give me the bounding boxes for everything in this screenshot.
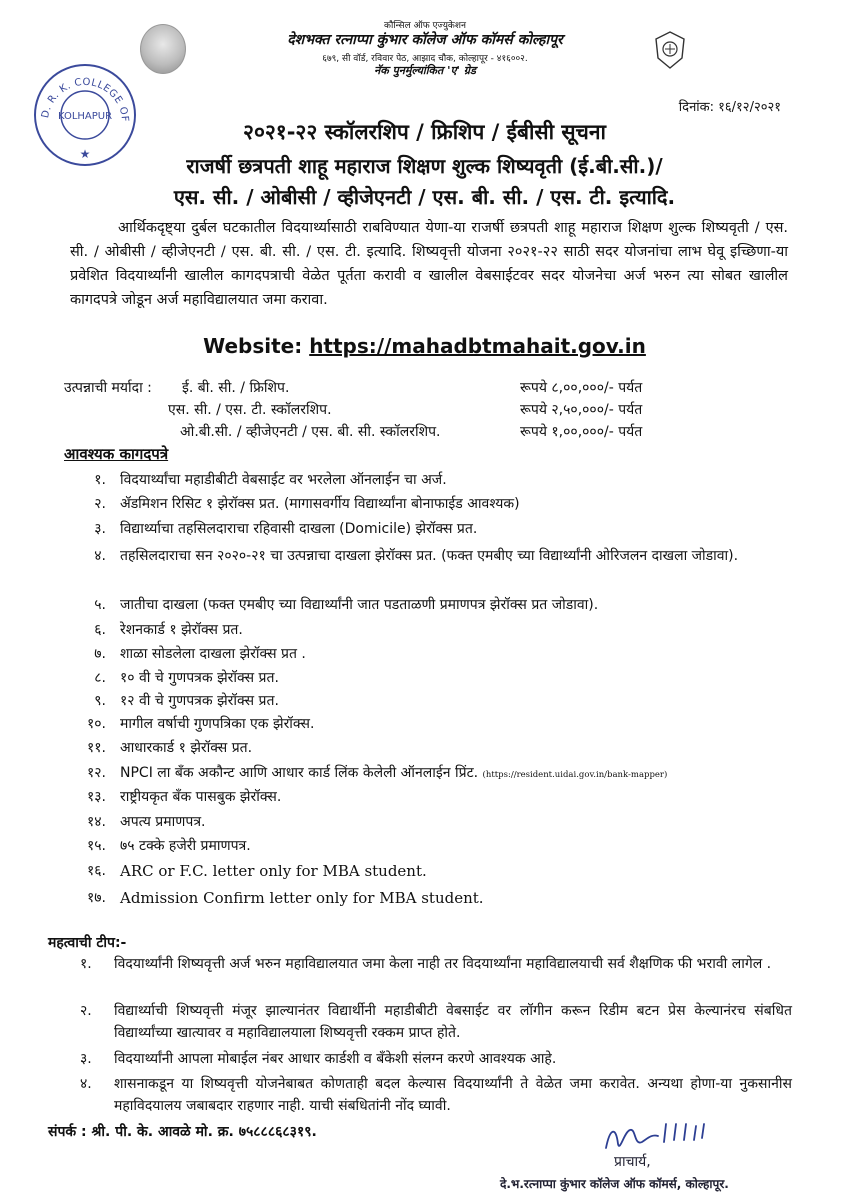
contact-line: संपर्क : श्री. पी. के. आवळे मो. क्र. ७५८८८६८३१९. xyxy=(48,1124,317,1140)
list-item: १५. ७५ टक्के हजेरी प्रमाणपत्र. xyxy=(86,838,251,854)
notice-title: २०२१-२२ स्कॉलरशिप / फ्रिशिप / ईबीसी सूचना xyxy=(243,120,606,144)
stamp-ring-text: D. R. K. COLLEGE OF xyxy=(40,76,131,123)
list-item: १०. मागील वर्षाची गुणपत्रिका एक झेरॉक्स. xyxy=(86,716,315,732)
income-scheme: एस. सी. / एस. टी. स्कॉलरशिप. xyxy=(168,402,332,418)
tip-item: २. विद्यार्थ्याची शिष्यवृत्ती मंजूर झाल्यानंतर विद्यार्थीनी महाडीबीटी वेबसाईट वर लॉगीन करून रिडीम बटन प्रेस केल्यानंरच संबधित विद्यार्थ्यांच्या खात्यावर व महाविद्यालयाला शिष्यवृत्ती रक्कम प्राप्त होते. xyxy=(80,1003,792,1041)
income-limit-label: उत्पन्नाची मर्यादा : xyxy=(64,380,152,396)
list-item: १६. ARC or F.C. letter only for MBA student. xyxy=(86,862,427,880)
income-amount: रूपये १,००,०००/- पर्यत xyxy=(520,424,643,440)
list-item: १७. Admission Confirm letter only for MBA student. xyxy=(86,889,484,907)
list-item: १३. राष्ट्रीयकृत बँक पासबुक झेरॉक्स. xyxy=(86,789,282,805)
signature-institution: दे.भ.रत्नाप्पा कुंभार कॉलेज ऑफ कॉमर्स, कोल्हापूर. xyxy=(500,1177,729,1191)
list-item: ६. रेशनकार्ड १ झेरॉक्स प्रत. xyxy=(94,622,243,638)
principal-title: प्राचार्य, xyxy=(614,1154,651,1170)
income-scheme: ई. बी. सी. / फ्रिशिप. xyxy=(182,380,290,396)
intro-paragraph: आर्थिकदृष्ट्या दुर्बल घटकातील विदयार्थ्यासाठी राबविण्यात येणा-या राजर्षी छत्रपती शाहू महाराज शिक्षण शुल्क शिष्यवृती / एस. सी. / ओबीसी / व्हीजेएनटी / एस. बी. सी. / एस. टी. इत्यादि. शिष्यवृत्ती योजना २०२१-२२ साठी सदर योजनांचा लाभ घेवू इच्छिणा-या प्रवेशित विदयार्थ्यांनी खालील कागदपत्राची वेळेत पूर्तता करावी व खालील वेबसाईटवर सदर योजनेचा अर्ज भरुन त्या सोबत खालील कागदपत्रे जोडून अर्ज महाविद्यालयात जमा करावा. xyxy=(70,220,788,308)
income-amount: रूपये ८,००,०००/- पर्यत xyxy=(520,380,643,396)
income-amount: रूपये २,५०,०००/- पर्यत xyxy=(520,402,643,418)
list-item: ११. आधारकार्ड १ झेरॉक्स प्रत. xyxy=(86,740,253,756)
society-name: कौन्सिल ऑफ एज्युकेशन xyxy=(384,21,466,31)
notice-date: दिनांक: १६/१२/२०२१ xyxy=(678,100,781,115)
scheme-title: राजर्षी छत्रपती शाहू महाराज शिक्षण शुल्क शिष्यवृती (ई.बी.सी.)/ xyxy=(186,154,663,178)
scheme-categories: एस. सी. / ओबीसी / व्हीजेएनटी / एस. बी. सी. / एस. टी. इत्यादि. xyxy=(173,185,676,209)
list-item: १४. अपत्य प्रमाणपत्र. xyxy=(86,814,206,830)
tips-heading: महत्वाची टीप:- xyxy=(48,935,127,951)
naac-grade: नॅक पुनर्मुल्यांकित 'ए' ग्रेड xyxy=(374,64,476,77)
list-item: २. ॲडमिशन रिसिट १ झेरॉक्स प्रत. (मागासवर्गीय विद्यार्थ्यांना बोनाफाईड आवश्यक) xyxy=(94,496,520,512)
list-item: ३. विद्यार्थ्याचा तहसिलदाराचा रहिवासी दाखला (Domicile) झेरॉक्स प्रत. xyxy=(94,521,478,537)
website-line xyxy=(0,334,849,358)
bank-mapper-link[interactable]: (https://resident.uidai.gov.in/bank-mapper) xyxy=(482,770,668,780)
documents-heading: आवश्यक कागदपत्रे xyxy=(64,445,169,463)
list-item: ५. जातीचा दाखला (फक्त एमबीए च्या विद्यार्थ्यांनी जात पडताळणी प्रमाणपत्र झेरॉक्स प्रत जोडावा). xyxy=(94,597,599,613)
website-link[interactable]: https://mahadbtmahait.gov.in xyxy=(309,334,646,358)
principal-signature xyxy=(600,1118,730,1156)
college-emblem xyxy=(652,30,688,70)
college-address: ६७९, सी वॉर्ड, रविवार पेठ, आझाद चौक, कोल्हापूर - ४१६००२. xyxy=(322,54,528,64)
list-item: ४. तहसिलदाराचा सन २०२०-२१ चा उत्पन्नाचा दाखला झेरॉक्स प्रत. (फक्त एमबीए च्या विद्यार्थ्यांनी ओरिजलन दाखला जोडावा). xyxy=(94,548,739,564)
list-item: १२. NPCI ला बँक अकौन्ट आणि आधार कार्ड लिंक केलेली ऑनलाईन प्रिंट. (https://resident.uidai.gov.in/bank-mapper) xyxy=(86,765,668,781)
svg-text:★: ★ xyxy=(79,147,91,161)
list-item: ९. १२ वी चे गुणपत्रक झेरॉक्स प्रत. xyxy=(94,693,279,709)
income-scheme: ओ.बी.सी. / व्हीजेएनटी / एस. बी. सी. स्कॉलरशिप. xyxy=(180,424,441,440)
stamp-center-text: KOLHAPUR xyxy=(57,111,113,122)
list-item: ७. शाळा सोडलेला दाखला झेरॉक्स प्रत . xyxy=(94,646,306,662)
website-label: Website: xyxy=(203,334,303,358)
college-name: देशभक्त रत्नाप्पा कुंभार कॉलेज ऑफ कॉमर्स कोल्हापूर xyxy=(287,32,563,48)
tip-item: ४. शासनाकडून या शिष्यवृत्ती योजनेबाबत कोणताही बदल केल्यास विदयार्थ्यांनी ते वेळेत जमा करावेत. अन्यथा होणा-या नुकसानीस महाविदयालय जबाबदार राहणार नाही. याची संबधितांनी नोंद घ्यावी. xyxy=(80,1076,792,1114)
tip-item: १. विदयार्थ्यांनी शिष्यवृत्ती अर्ज भरुन महाविद्यालयात जमा केला नाही तर विदयार्थ्यांना महाविद्यालयाची सर्व शैक्षणिक फी भरावी लागेल . xyxy=(80,956,772,972)
list-item: ८. १० वी चे गुणपत्रक झेरॉक्स प्रत. xyxy=(94,670,279,686)
tip-item: ३. विदयार्थ्यांनी आपला मोबाईल नंबर आधार कार्डशी व बँकेशी संलग्न करणे आवश्यक आहे. xyxy=(80,1051,557,1067)
list-item: १. विदयार्थ्यांचा महाडीबीटी वेबसाईट वर भरलेला ऑनलाईन चा अर्ज. xyxy=(94,472,447,488)
founder-portrait xyxy=(140,24,186,74)
